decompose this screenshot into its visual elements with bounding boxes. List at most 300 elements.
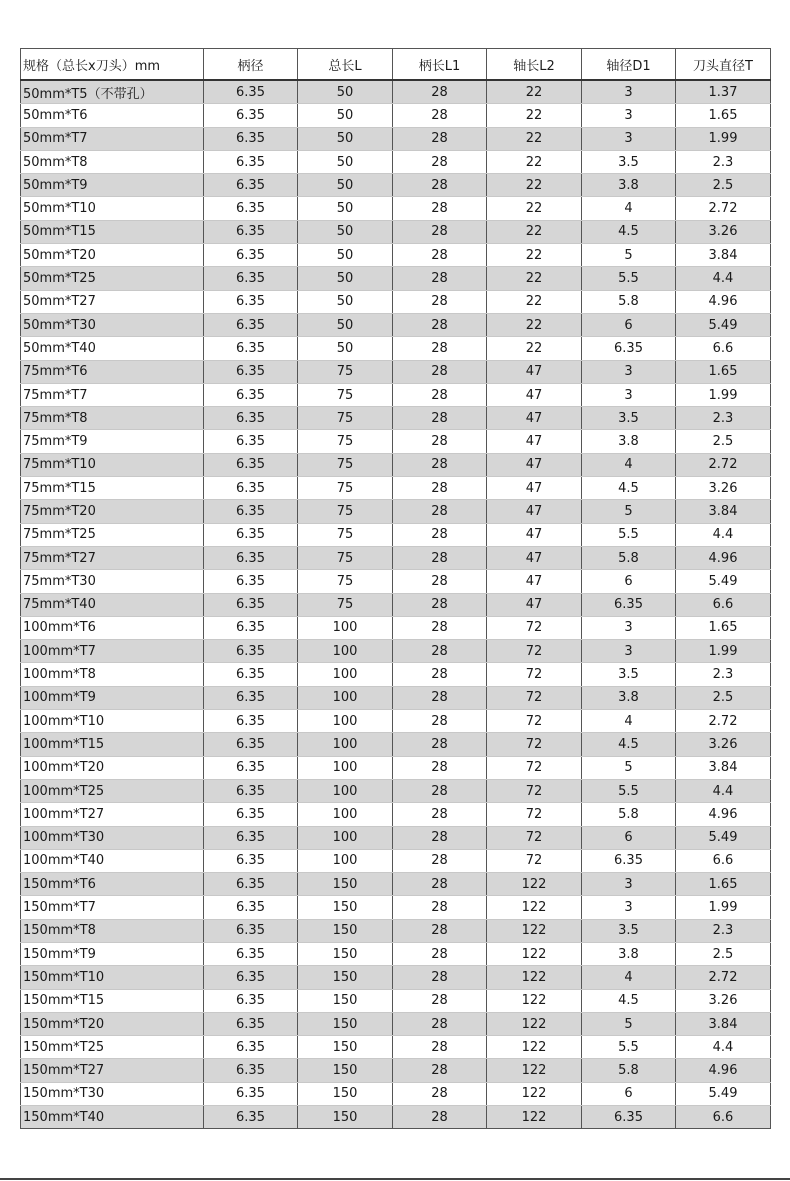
cell-shaft-length: 22: [487, 197, 582, 220]
cell-shaft-diameter: 6.35: [582, 337, 676, 360]
cell-tip-diameter: 5.49: [676, 570, 771, 593]
cell-shaft-length: 122: [487, 873, 582, 896]
cell-tip-diameter: 3.26: [676, 220, 771, 243]
cell-total-length: 50: [298, 104, 393, 127]
cell-total-length: 75: [298, 360, 393, 383]
cell-shank-length: 28: [393, 407, 487, 430]
cell-total-length: 150: [298, 1082, 393, 1105]
cell-tip-diameter: 1.99: [676, 896, 771, 919]
cell-shaft-length: 47: [487, 546, 582, 569]
cell-total-length: 50: [298, 337, 393, 360]
cell-shaft-diameter: 3.5: [582, 150, 676, 173]
cell-shank-diameter: 6.35: [204, 313, 298, 336]
cell-shaft-diameter: 4: [582, 197, 676, 220]
cell-tip-diameter: 4.4: [676, 1036, 771, 1059]
cell-shank-diameter: 6.35: [204, 593, 298, 616]
cell-total-length: 100: [298, 640, 393, 663]
cell-shank-diameter: 6.35: [204, 733, 298, 756]
cell-spec: 150mm*T25: [21, 1036, 204, 1059]
cell-shank-diameter: 6.35: [204, 873, 298, 896]
cell-total-length: 100: [298, 733, 393, 756]
cell-shank-diameter: 6.35: [204, 104, 298, 127]
cell-shaft-length: 72: [487, 686, 582, 709]
cell-shank-diameter: 6.35: [204, 849, 298, 872]
cell-shaft-diameter: 6: [582, 826, 676, 849]
cell-total-length: 150: [298, 966, 393, 989]
cell-tip-diameter: 2.3: [676, 150, 771, 173]
cell-tip-diameter: 4.4: [676, 267, 771, 290]
cell-shank-length: 28: [393, 733, 487, 756]
cell-shaft-diameter: 5.5: [582, 267, 676, 290]
cell-shaft-length: 72: [487, 616, 582, 639]
header-row: [21, 49, 771, 81]
cell-shank-diameter: 6.35: [204, 337, 298, 360]
cell-shaft-length: 22: [487, 313, 582, 336]
cell-spec: 150mm*T20: [21, 1012, 204, 1035]
cell-shaft-diameter: 6: [582, 570, 676, 593]
cell-shaft-diameter: 4: [582, 710, 676, 733]
cell-tip-diameter: 2.5: [676, 430, 771, 453]
cell-total-length: 150: [298, 942, 393, 965]
cell-total-length: 75: [298, 430, 393, 453]
cell-shank-diameter: 6.35: [204, 756, 298, 779]
cell-spec: 150mm*T27: [21, 1059, 204, 1082]
table-row: [21, 220, 771, 243]
cell-shaft-length: 122: [487, 1036, 582, 1059]
cell-shaft-diameter: 3: [582, 80, 676, 104]
cell-shaft-length: 47: [487, 360, 582, 383]
cell-shank-length: 28: [393, 150, 487, 173]
cell-tip-diameter: 3.26: [676, 989, 771, 1012]
header-shaft-diameter: 轴径D1: [582, 49, 676, 81]
cell-shank-length: 28: [393, 477, 487, 500]
header-tip-diameter: 刀头直径T: [676, 49, 771, 81]
cell-shank-length: 28: [393, 174, 487, 197]
table-row: [21, 290, 771, 313]
table-row: [21, 570, 771, 593]
cell-tip-diameter: 2.72: [676, 197, 771, 220]
table-row: [21, 1106, 771, 1129]
spec-table-body: [21, 80, 771, 1129]
cell-tip-diameter: 1.65: [676, 104, 771, 127]
cell-shaft-length: 22: [487, 267, 582, 290]
cell-total-length: 50: [298, 150, 393, 173]
cell-shank-diameter: 6.35: [204, 407, 298, 430]
cell-shank-diameter: 6.35: [204, 244, 298, 267]
cell-total-length: 150: [298, 873, 393, 896]
cell-spec: 100mm*T27: [21, 803, 204, 826]
cell-shank-length: 28: [393, 383, 487, 406]
cell-shaft-diameter: 4.5: [582, 477, 676, 500]
cell-spec: 50mm*T27: [21, 290, 204, 313]
cell-shaft-diameter: 6: [582, 1082, 676, 1105]
cell-tip-diameter: 4.96: [676, 546, 771, 569]
cell-shaft-diameter: 5: [582, 1012, 676, 1035]
spec-sheet: [20, 48, 770, 1129]
cell-shaft-diameter: 4.5: [582, 220, 676, 243]
cell-shank-length: 28: [393, 267, 487, 290]
cell-shaft-length: 72: [487, 663, 582, 686]
cell-tip-diameter: 2.5: [676, 942, 771, 965]
cell-spec: 150mm*T7: [21, 896, 204, 919]
cell-shaft-diameter: 6.35: [582, 849, 676, 872]
cell-shank-length: 28: [393, 523, 487, 546]
cell-shank-diameter: 6.35: [204, 150, 298, 173]
cell-shaft-diameter: 5: [582, 756, 676, 779]
cell-shaft-length: 122: [487, 1012, 582, 1035]
cell-total-length: 50: [298, 267, 393, 290]
cell-shaft-diameter: 3: [582, 640, 676, 663]
cell-shank-length: 28: [393, 1059, 487, 1082]
cell-shank-length: 28: [393, 570, 487, 593]
cell-shaft-diameter: 3: [582, 383, 676, 406]
cell-total-length: 50: [298, 174, 393, 197]
table-row: [21, 966, 771, 989]
table-row: [21, 686, 771, 709]
table-row: [21, 127, 771, 150]
cell-shaft-length: 122: [487, 919, 582, 942]
cell-spec: 150mm*T10: [21, 966, 204, 989]
cell-spec: 75mm*T10: [21, 453, 204, 476]
cell-spec: 75mm*T15: [21, 477, 204, 500]
cell-shank-length: 28: [393, 244, 487, 267]
table-row: [21, 104, 771, 127]
cell-total-length: 100: [298, 663, 393, 686]
cell-shaft-length: 122: [487, 1082, 582, 1105]
cell-tip-diameter: 4.4: [676, 523, 771, 546]
cell-total-length: 75: [298, 453, 393, 476]
cell-spec: 100mm*T25: [21, 779, 204, 802]
cell-tip-diameter: 3.84: [676, 756, 771, 779]
cell-total-length: 150: [298, 1059, 393, 1082]
cell-tip-diameter: 1.99: [676, 640, 771, 663]
cell-shank-diameter: 6.35: [204, 919, 298, 942]
cell-spec: 100mm*T10: [21, 710, 204, 733]
cell-spec: 50mm*T9: [21, 174, 204, 197]
table-row: [21, 616, 771, 639]
table-row: [21, 337, 771, 360]
cell-shaft-length: 22: [487, 244, 582, 267]
cell-spec: 75mm*T9: [21, 430, 204, 453]
cell-shaft-diameter: 3.8: [582, 942, 676, 965]
cell-spec: 50mm*T6: [21, 104, 204, 127]
cell-shank-diameter: 6.35: [204, 174, 298, 197]
cell-tip-diameter: 2.5: [676, 174, 771, 197]
cell-shaft-length: 72: [487, 756, 582, 779]
cell-shank-diameter: 6.35: [204, 896, 298, 919]
cell-shank-length: 28: [393, 593, 487, 616]
table-row: [21, 244, 771, 267]
table-row: [21, 383, 771, 406]
cell-total-length: 75: [298, 407, 393, 430]
header-total-length: 总长L: [298, 49, 393, 81]
cell-shaft-length: 122: [487, 896, 582, 919]
table-row: [21, 546, 771, 569]
cell-shaft-length: 22: [487, 150, 582, 173]
cell-shaft-length: 22: [487, 220, 582, 243]
cell-shank-diameter: 6.35: [204, 453, 298, 476]
cell-tip-diameter: 6.6: [676, 1106, 771, 1129]
table-row: [21, 197, 771, 220]
cell-shaft-diameter: 4: [582, 966, 676, 989]
cell-total-length: 100: [298, 686, 393, 709]
cell-tip-diameter: 1.65: [676, 873, 771, 896]
table-row: [21, 1059, 771, 1082]
cell-shank-length: 28: [393, 640, 487, 663]
cell-shank-length: 28: [393, 80, 487, 104]
cell-shaft-diameter: 5.5: [582, 779, 676, 802]
cell-total-length: 100: [298, 779, 393, 802]
cell-total-length: 50: [298, 220, 393, 243]
cell-shank-length: 28: [393, 826, 487, 849]
cell-shaft-diameter: 3.8: [582, 430, 676, 453]
table-row: [21, 453, 771, 476]
table-row: [21, 896, 771, 919]
table-row: [21, 313, 771, 336]
cell-spec: 100mm*T9: [21, 686, 204, 709]
cell-tip-diameter: 3.84: [676, 500, 771, 523]
cell-tip-diameter: 6.6: [676, 849, 771, 872]
cell-spec: 50mm*T30: [21, 313, 204, 336]
cell-shank-diameter: 6.35: [204, 942, 298, 965]
cell-tip-diameter: 4.96: [676, 803, 771, 826]
cell-tip-diameter: 1.37: [676, 80, 771, 104]
cell-shaft-length: 22: [487, 127, 582, 150]
cell-total-length: 100: [298, 849, 393, 872]
cell-spec: 100mm*T8: [21, 663, 204, 686]
cell-shaft-length: 47: [487, 523, 582, 546]
cell-shank-diameter: 6.35: [204, 523, 298, 546]
cell-tip-diameter: 1.65: [676, 360, 771, 383]
cell-total-length: 150: [298, 1106, 393, 1129]
cell-tip-diameter: 3.26: [676, 477, 771, 500]
cell-shank-length: 28: [393, 337, 487, 360]
cell-spec: 150mm*T9: [21, 942, 204, 965]
cell-shaft-length: 72: [487, 849, 582, 872]
cell-shank-length: 28: [393, 919, 487, 942]
cell-shaft-diameter: 4.5: [582, 989, 676, 1012]
cell-shank-length: 28: [393, 290, 487, 313]
cell-total-length: 75: [298, 383, 393, 406]
cell-shank-length: 28: [393, 500, 487, 523]
cell-total-length: 50: [298, 197, 393, 220]
cell-shaft-diameter: 3: [582, 896, 676, 919]
cell-tip-diameter: 2.5: [676, 686, 771, 709]
table-row: [21, 733, 771, 756]
cell-tip-diameter: 2.72: [676, 966, 771, 989]
cell-shank-length: 28: [393, 1012, 487, 1035]
cell-shank-length: 28: [393, 1106, 487, 1129]
cell-shaft-length: 72: [487, 779, 582, 802]
cell-tip-diameter: 1.99: [676, 127, 771, 150]
table-row: [21, 640, 771, 663]
cell-shaft-length: 22: [487, 337, 582, 360]
cell-spec: 100mm*T7: [21, 640, 204, 663]
cell-total-length: 100: [298, 710, 393, 733]
table-row: [21, 803, 771, 826]
cell-shaft-length: 22: [487, 104, 582, 127]
table-row: [21, 756, 771, 779]
cell-tip-diameter: 4.96: [676, 290, 771, 313]
cell-shaft-diameter: 6.35: [582, 593, 676, 616]
table-row: [21, 1082, 771, 1105]
cell-shank-diameter: 6.35: [204, 1059, 298, 1082]
cell-tip-diameter: 3.84: [676, 1012, 771, 1035]
cell-shaft-length: 47: [487, 593, 582, 616]
table-row: [21, 477, 771, 500]
cell-spec: 75mm*T6: [21, 360, 204, 383]
cell-shaft-diameter: 4: [582, 453, 676, 476]
cell-shank-diameter: 6.35: [204, 803, 298, 826]
cell-shank-length: 28: [393, 873, 487, 896]
cell-shaft-diameter: 5.8: [582, 1059, 676, 1082]
cell-spec: 150mm*T6: [21, 873, 204, 896]
table-row: [21, 710, 771, 733]
cell-total-length: 75: [298, 570, 393, 593]
cell-total-length: 50: [298, 244, 393, 267]
cell-shaft-diameter: 5.8: [582, 803, 676, 826]
cell-shaft-diameter: 3.5: [582, 919, 676, 942]
cell-tip-diameter: 3.84: [676, 244, 771, 267]
cell-shank-diameter: 6.35: [204, 80, 298, 104]
cell-shaft-diameter: 6.35: [582, 1106, 676, 1129]
cell-total-length: 150: [298, 1036, 393, 1059]
cell-total-length: 50: [298, 80, 393, 104]
cell-shaft-length: 22: [487, 80, 582, 104]
cell-shank-diameter: 6.35: [204, 197, 298, 220]
cell-shank-diameter: 6.35: [204, 616, 298, 639]
table-row: [21, 360, 771, 383]
table-row: [21, 849, 771, 872]
cell-shaft-diameter: 5.8: [582, 290, 676, 313]
table-row: [21, 80, 771, 104]
cell-shank-length: 28: [393, 197, 487, 220]
cell-shank-diameter: 6.35: [204, 640, 298, 663]
cell-spec: 75mm*T27: [21, 546, 204, 569]
cell-shaft-length: 122: [487, 1059, 582, 1082]
table-row: [21, 500, 771, 523]
cell-spec: 150mm*T30: [21, 1082, 204, 1105]
cell-shank-length: 28: [393, 430, 487, 453]
table-row: [21, 407, 771, 430]
cell-shank-length: 28: [393, 360, 487, 383]
table-row: [21, 1036, 771, 1059]
cell-shank-length: 28: [393, 942, 487, 965]
cell-tip-diameter: 5.49: [676, 313, 771, 336]
cell-shank-length: 28: [393, 1036, 487, 1059]
cell-shaft-length: 72: [487, 710, 582, 733]
cell-shaft-length: 22: [487, 174, 582, 197]
cell-shank-diameter: 6.35: [204, 383, 298, 406]
bottom-rule: [0, 1178, 790, 1180]
cell-shaft-length: 47: [487, 570, 582, 593]
cell-shank-length: 28: [393, 966, 487, 989]
cell-shaft-diameter: 5.8: [582, 546, 676, 569]
cell-total-length: 75: [298, 477, 393, 500]
cell-spec: 75mm*T20: [21, 500, 204, 523]
cell-shank-length: 28: [393, 896, 487, 919]
header-shaft-length: 轴长L2: [487, 49, 582, 81]
cell-shaft-diameter: 5: [582, 244, 676, 267]
table-row: [21, 174, 771, 197]
cell-shank-diameter: 6.35: [204, 1106, 298, 1129]
cell-tip-diameter: 2.72: [676, 453, 771, 476]
cell-spec: 50mm*T25: [21, 267, 204, 290]
cell-total-length: 150: [298, 989, 393, 1012]
cell-shank-length: 28: [393, 313, 487, 336]
cell-spec: 150mm*T40: [21, 1106, 204, 1129]
cell-spec: 75mm*T7: [21, 383, 204, 406]
cell-shaft-length: 47: [487, 477, 582, 500]
cell-shank-length: 28: [393, 546, 487, 569]
cell-shank-diameter: 6.35: [204, 710, 298, 733]
table-row: [21, 989, 771, 1012]
cell-shank-diameter: 6.35: [204, 779, 298, 802]
table-row: [21, 150, 771, 173]
table-row: [21, 826, 771, 849]
cell-tip-diameter: 2.3: [676, 919, 771, 942]
cell-tip-diameter: 2.3: [676, 663, 771, 686]
cell-shaft-diameter: 3: [582, 873, 676, 896]
cell-spec: 75mm*T30: [21, 570, 204, 593]
cell-shaft-length: 47: [487, 453, 582, 476]
cell-shank-diameter: 6.35: [204, 267, 298, 290]
cell-shank-diameter: 6.35: [204, 989, 298, 1012]
cell-total-length: 75: [298, 523, 393, 546]
header-spec: 规格（总长x刀头）mm: [21, 49, 204, 81]
cell-total-length: 100: [298, 803, 393, 826]
cell-shaft-length: 47: [487, 430, 582, 453]
cell-shank-diameter: 6.35: [204, 477, 298, 500]
cell-shank-diameter: 6.35: [204, 290, 298, 313]
cell-shaft-diameter: 3: [582, 104, 676, 127]
cell-total-length: 50: [298, 313, 393, 336]
table-row: [21, 663, 771, 686]
cell-shaft-diameter: 5.5: [582, 523, 676, 546]
cell-shank-length: 28: [393, 1082, 487, 1105]
cell-shaft-diameter: 3.8: [582, 174, 676, 197]
table-row: [21, 523, 771, 546]
cell-shank-diameter: 6.35: [204, 1036, 298, 1059]
cell-shank-diameter: 6.35: [204, 1012, 298, 1035]
cell-total-length: 150: [298, 896, 393, 919]
cell-shaft-diameter: 5: [582, 500, 676, 523]
cell-shank-length: 28: [393, 849, 487, 872]
cell-tip-diameter: 2.3: [676, 407, 771, 430]
cell-shank-diameter: 6.35: [204, 686, 298, 709]
cell-shaft-diameter: 3: [582, 616, 676, 639]
cell-shank-length: 28: [393, 616, 487, 639]
cell-spec: 150mm*T15: [21, 989, 204, 1012]
cell-shank-diameter: 6.35: [204, 360, 298, 383]
cell-shank-length: 28: [393, 779, 487, 802]
cell-total-length: 75: [298, 500, 393, 523]
cell-tip-diameter: 5.49: [676, 826, 771, 849]
cell-spec: 75mm*T40: [21, 593, 204, 616]
cell-shaft-length: 122: [487, 989, 582, 1012]
cell-shaft-length: 47: [487, 407, 582, 430]
header-shank-length: 柄长L1: [393, 49, 487, 81]
cell-tip-diameter: 2.72: [676, 710, 771, 733]
table-row: [21, 1012, 771, 1035]
cell-shaft-diameter: 3: [582, 360, 676, 383]
cell-shank-length: 28: [393, 989, 487, 1012]
cell-tip-diameter: 3.26: [676, 733, 771, 756]
cell-tip-diameter: 1.99: [676, 383, 771, 406]
cell-total-length: 50: [298, 127, 393, 150]
cell-total-length: 150: [298, 1012, 393, 1035]
table-row: [21, 779, 771, 802]
